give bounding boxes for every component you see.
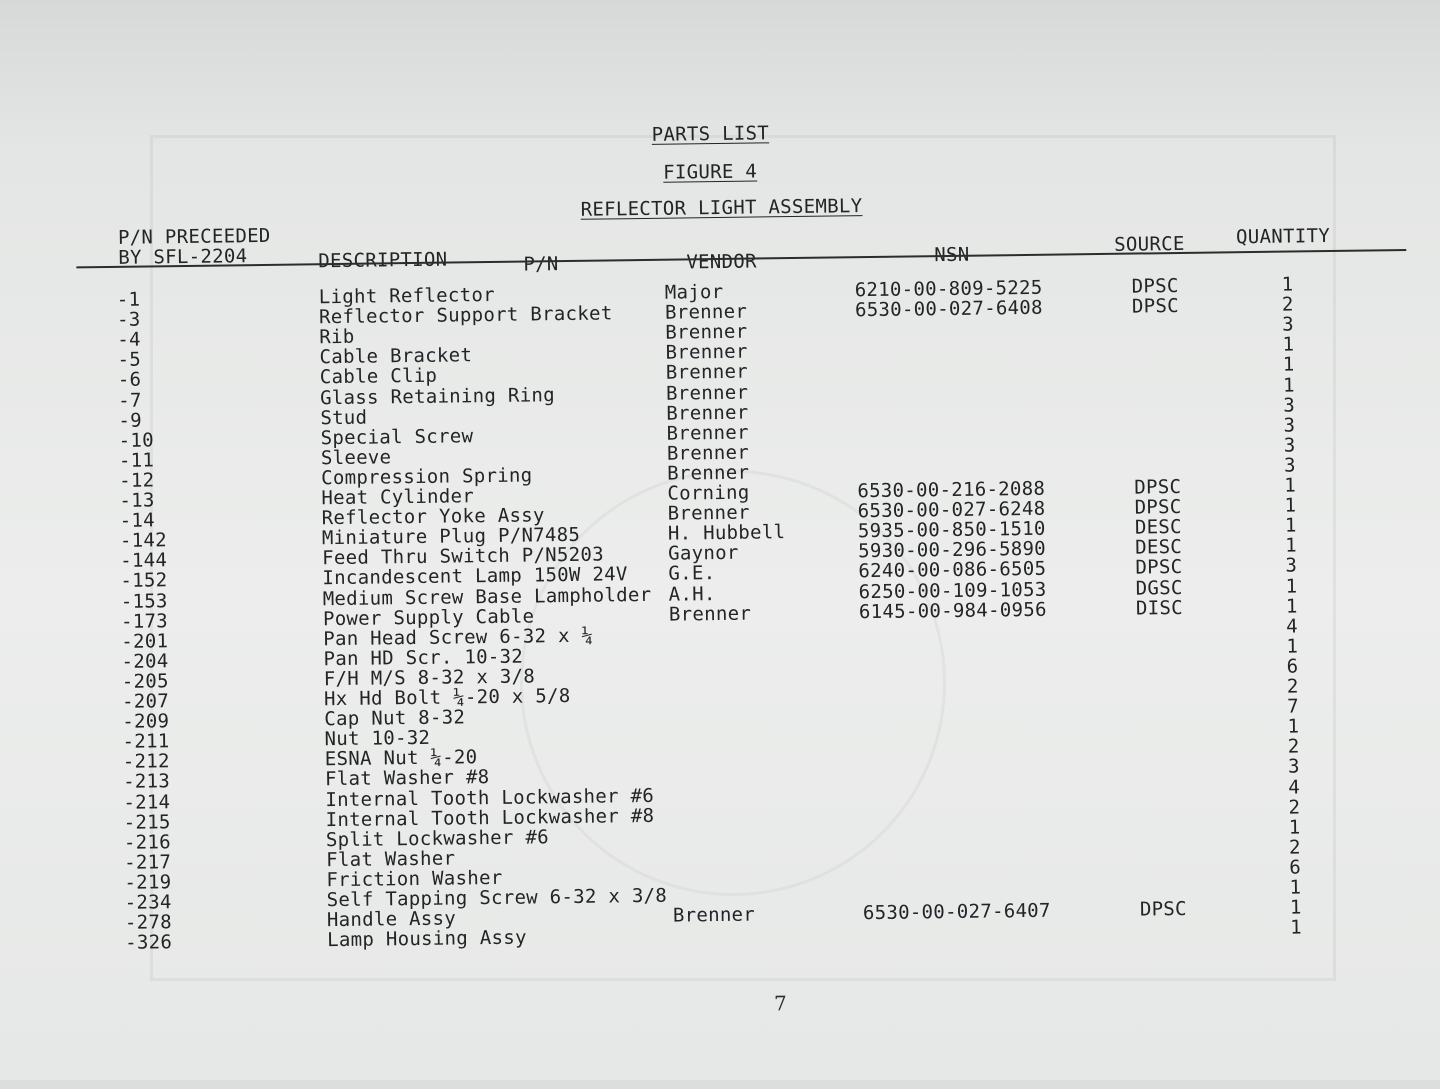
part-number-cell: -152 xyxy=(120,569,168,593)
description-cell: Reflector Support Bracket xyxy=(318,302,613,329)
quantity-cell: 1 xyxy=(1289,916,1303,939)
quantity-cell: 3 xyxy=(1283,414,1296,437)
nsn-cell: 5935-00-850-1510 xyxy=(857,517,1046,543)
header-quantity: QUANTITY xyxy=(1235,224,1331,249)
vendor-cell: Brenner xyxy=(665,381,749,405)
description-cell: Pan HD Scr. 10-32 xyxy=(323,645,524,670)
quantity-cell: 1 xyxy=(1282,373,1295,397)
part-number-cell: -326 xyxy=(125,931,173,955)
source-cell: DPSC xyxy=(1134,496,1182,519)
vendor-cell: Brenner xyxy=(666,421,749,445)
description-cell: Rib xyxy=(319,325,355,349)
quantity-cell: 6 xyxy=(1286,655,1299,678)
description-cell: Heat Cylinder xyxy=(321,485,475,510)
quantity-cell: 2 xyxy=(1288,836,1301,859)
description-cell: Nut 10-32 xyxy=(324,726,431,751)
quantity-cell: 2 xyxy=(1287,735,1300,758)
quantity-cell: 1 xyxy=(1285,574,1298,598)
quantity-cell: 2 xyxy=(1281,293,1294,316)
quantity-cell: 4 xyxy=(1286,615,1299,638)
vendor-cell: Corning xyxy=(667,481,750,505)
nsn-cell: 6145-00-984-0956 xyxy=(858,598,1047,623)
header-pn-line1: P/N PRECEEDED xyxy=(117,224,271,249)
source-cell: DPSC xyxy=(1134,475,1182,499)
vendor-cell: Brenner xyxy=(668,602,752,626)
header-pn-line2: BY SFL-2204 xyxy=(118,245,248,269)
page-number: 7 xyxy=(773,991,787,1016)
part-number-cell: -219 xyxy=(124,871,172,894)
quantity-cell: 1 xyxy=(1284,494,1297,517)
description-cell: Power Supply Cable xyxy=(322,605,535,630)
vendor-cell: Brenner xyxy=(665,320,748,344)
vendor-cell: Gaynor xyxy=(668,542,739,565)
part-number-cell: -201 xyxy=(121,629,169,653)
part-number-cell: -10 xyxy=(118,429,155,452)
description-cell: Light Reflector xyxy=(318,283,496,309)
part-number-cell: -215 xyxy=(123,810,171,834)
part-number-cell: -212 xyxy=(122,750,170,774)
quantity-cell: 2 xyxy=(1288,796,1301,819)
description-cell: Friction Washer xyxy=(326,866,503,892)
nsn-cell: 6250-00-109-1053 xyxy=(858,578,1047,603)
nsn-cell: 5930-00-296-5890 xyxy=(858,538,1047,563)
source-cell: DESC xyxy=(1134,516,1182,539)
description-cell: Incandescent Lamp 150W 24V xyxy=(322,563,628,590)
quantity-cell: 1 xyxy=(1284,474,1297,497)
part-number-cell: -173 xyxy=(120,609,169,633)
nsn-cell: 6530-00-027-6408 xyxy=(854,296,1043,322)
description-cell: Flat Washer #8 xyxy=(324,766,490,791)
header-source: SOURCE xyxy=(1114,232,1185,256)
quantity-cell: 1 xyxy=(1282,353,1295,377)
source-cell: DISC xyxy=(1135,596,1184,620)
quantity-cell: 1 xyxy=(1287,715,1300,738)
part-number-cell: -142 xyxy=(119,529,168,553)
quantity-cell: 1 xyxy=(1288,816,1301,839)
vendor-cell: Brenner xyxy=(667,501,750,525)
part-number-cell: -1 xyxy=(116,288,141,311)
part-number-cell: -12 xyxy=(119,469,155,492)
part-number-cell: -216 xyxy=(123,830,172,854)
header-nsn: NSN xyxy=(934,243,970,267)
vendor-cell: Brenner xyxy=(666,441,750,465)
quantity-cell: 1 xyxy=(1282,333,1295,356)
figure-label: FIGURE 4 xyxy=(663,160,758,184)
quantity-cell: 3 xyxy=(1283,454,1296,477)
part-number-cell: -7 xyxy=(117,389,142,412)
quantity-cell: 2 xyxy=(1286,675,1299,698)
description-cell: Compression Spring xyxy=(321,464,533,490)
description-cell: Cable Bracket xyxy=(319,344,473,369)
part-number-cell: -4 xyxy=(117,328,141,352)
nsn-cell: 6530-00-216-2088 xyxy=(857,477,1046,503)
description-cell: Sleeve xyxy=(320,446,392,470)
quantity-cell: 3 xyxy=(1285,554,1298,577)
part-number-cell: -278 xyxy=(124,911,173,934)
description-cell: Cap Nut 8-32 xyxy=(324,706,466,731)
description-cell: Internal Tooth Lockwasher #8 xyxy=(325,804,655,831)
quantity-cell: 1 xyxy=(1289,876,1302,899)
part-number-cell: -5 xyxy=(117,348,142,372)
vendor-cell: Major xyxy=(664,280,724,304)
part-number-cell: -153 xyxy=(120,589,168,613)
part-number-cell: -207 xyxy=(121,690,170,713)
description-cell: F/H M/S 8-32 x 3/8 xyxy=(323,665,536,691)
part-number-cell: -3 xyxy=(116,308,141,331)
part-number-cell: -144 xyxy=(120,549,168,573)
part-number-cell: -6 xyxy=(117,368,142,392)
part-number-cell: -204 xyxy=(121,650,169,673)
part-number-cell: -13 xyxy=(119,489,155,512)
quantity-cell: 3 xyxy=(1283,394,1296,417)
description-cell: Cable Clip xyxy=(319,365,438,389)
quantity-cell: 1 xyxy=(1284,514,1297,537)
vendor-cell: Brenner xyxy=(666,461,750,485)
description-cell: Glass Retaining Ring xyxy=(319,383,556,409)
quantity-cell: 6 xyxy=(1289,856,1302,879)
description-cell: Internal Tooth Lockwasher #6 xyxy=(325,784,655,811)
quantity-cell: 3 xyxy=(1283,434,1296,457)
part-number-cell: -211 xyxy=(122,730,170,754)
part-number-cell: -217 xyxy=(124,851,172,874)
part-number-cell: -213 xyxy=(122,770,171,794)
description-cell: Flat Washer xyxy=(326,847,456,871)
description-cell: Special Screw xyxy=(320,424,474,449)
nsn-cell: 6530-00-027-6248 xyxy=(857,497,1046,523)
description-cell: Stud xyxy=(320,406,368,429)
description-cell: Feed Thru Switch P/N5203 xyxy=(322,543,605,570)
part-number-cell: -14 xyxy=(119,509,156,532)
quantity-cell: 4 xyxy=(1288,775,1301,799)
part-number-cell: -205 xyxy=(121,670,169,693)
description-cell: Hx Hd Bolt ¼-20 x 5/8 xyxy=(323,684,571,711)
part-number-cell: -11 xyxy=(118,449,155,472)
description-cell: Pan Head Screw 6-32 x ¼ xyxy=(323,624,594,650)
quantity-cell: 7 xyxy=(1287,695,1300,718)
vendor-cell: H. Hubbell xyxy=(667,521,786,545)
vendor-cell: A.H. xyxy=(668,582,716,606)
source-cell: DPSC xyxy=(1131,274,1179,298)
header-vendor: VENDOR xyxy=(686,250,757,274)
description-cell: Miniature Plug P/N7485 xyxy=(321,524,581,550)
quantity-cell: 1 xyxy=(1284,534,1298,557)
quantity-cell: 1 xyxy=(1289,896,1302,919)
page-title: PARTS LIST xyxy=(651,122,770,146)
quantity-cell: 3 xyxy=(1287,755,1300,778)
source-cell: DGSC xyxy=(1135,576,1183,600)
source-cell: DESC xyxy=(1134,536,1183,559)
description-cell: Split Lockwasher #6 xyxy=(325,825,550,851)
header-pn: P/N xyxy=(523,253,559,276)
vendor-cell: Brenner xyxy=(665,340,748,364)
description-cell: Self Tapping Screw 6-32 x 3/8 xyxy=(326,884,668,912)
vendor-cell: Brenner xyxy=(665,361,749,385)
nsn-cell: 6530-00-027-6407 xyxy=(862,899,1051,925)
source-cell: DPSC xyxy=(1135,556,1183,579)
nsn-cell: 6210-00-809-5225 xyxy=(854,276,1043,302)
vendor-cell: G.E. xyxy=(668,562,716,586)
quantity-cell: 3 xyxy=(1282,313,1295,336)
header-description: DESCRIPTION xyxy=(318,248,448,273)
description-cell: Lamp Housing Assy xyxy=(327,926,527,952)
vendor-cell: Brenner xyxy=(672,903,756,927)
nsn-cell: 6240-00-086-6505 xyxy=(858,558,1047,583)
quantity-cell: 1 xyxy=(1281,273,1294,296)
part-number-cell: -209 xyxy=(122,710,170,733)
description-cell: Medium Screw Base Lampholder xyxy=(322,583,652,610)
source-cell: DPSC xyxy=(1131,295,1180,318)
source-cell: DPSC xyxy=(1139,898,1187,921)
assembly-title: REFLECTOR LIGHT ASSEMBLY xyxy=(580,195,863,221)
part-number-cell: -214 xyxy=(123,790,171,814)
description-cell: Reflector Yoke Assy xyxy=(321,504,545,530)
vendor-cell: Brenner xyxy=(666,401,749,425)
description-cell: Handle Assy xyxy=(326,907,457,932)
part-number-cell: -9 xyxy=(118,409,143,432)
quantity-cell: 1 xyxy=(1286,635,1299,658)
vendor-cell: Brenner xyxy=(664,300,748,324)
part-number-cell: -234 xyxy=(124,891,172,914)
description-cell: ESNA Nut ¼-20 xyxy=(324,746,478,771)
quantity-cell: 1 xyxy=(1285,595,1298,618)
